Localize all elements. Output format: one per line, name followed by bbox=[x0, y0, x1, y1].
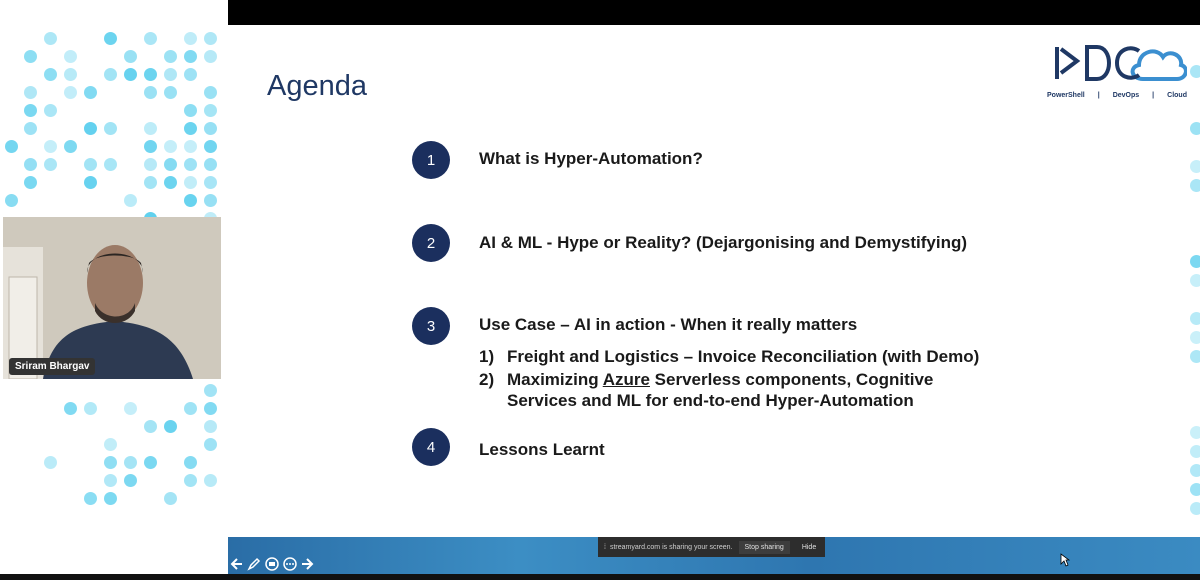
decorative-dot bbox=[204, 384, 217, 397]
subitem-marker: 1) bbox=[479, 347, 495, 366]
decorative-dot bbox=[1190, 122, 1200, 135]
decorative-dot bbox=[204, 122, 217, 135]
decorative-dot bbox=[184, 50, 197, 63]
pdc-logo-icon bbox=[1047, 31, 1187, 87]
decorative-dot bbox=[204, 50, 217, 63]
agenda-subitem-2-line2: Services and ML for end-to-end Hyper-Automation bbox=[507, 391, 914, 410]
decorative-dot bbox=[44, 104, 57, 117]
decorative-dot bbox=[144, 140, 157, 153]
screen-share-bar bbox=[598, 537, 825, 557]
decorative-dot bbox=[204, 438, 217, 451]
decorative-dot bbox=[104, 122, 117, 135]
decorative-dot bbox=[124, 474, 137, 487]
decorative-dot bbox=[1190, 179, 1200, 192]
decorative-dot bbox=[64, 86, 77, 99]
decorative-dot bbox=[144, 32, 157, 45]
decorative-dot bbox=[124, 50, 137, 63]
decorative-dot bbox=[164, 492, 177, 505]
decorative-dot bbox=[84, 492, 97, 505]
decorative-dot bbox=[104, 32, 117, 45]
decorative-dot bbox=[204, 194, 217, 207]
decorative-dot bbox=[84, 86, 97, 99]
decorative-dot bbox=[144, 176, 157, 189]
decorative-dot bbox=[204, 474, 217, 487]
logo-tag-cloud: Cloud bbox=[1167, 92, 1187, 99]
logo-tag-devops: DevOps bbox=[1112, 92, 1140, 99]
decorative-dot bbox=[64, 140, 77, 153]
decorative-dot bbox=[204, 104, 217, 117]
decorative-dot bbox=[104, 438, 117, 451]
decorative-dot bbox=[44, 32, 57, 45]
decorative-dot bbox=[124, 456, 137, 469]
decorative-dot bbox=[204, 32, 217, 45]
pdc-logo bbox=[1047, 31, 1187, 101]
slide bbox=[228, 25, 1187, 537]
decorative-dot bbox=[1190, 350, 1200, 363]
bottom-black-bar bbox=[0, 574, 1200, 580]
decorative-dot bbox=[64, 50, 77, 63]
decorative-dot bbox=[104, 68, 117, 81]
subitem-text: Serverless components, Cognitive bbox=[649, 370, 934, 389]
agenda-item-4: Lessons Learnt bbox=[479, 440, 605, 459]
slide-title: Agenda bbox=[267, 70, 367, 102]
decorative-dot bbox=[184, 402, 197, 415]
decorative-dot bbox=[104, 492, 117, 505]
decorative-dot bbox=[184, 158, 197, 171]
logo-separator: | bbox=[1152, 92, 1155, 99]
decorative-dot bbox=[124, 402, 137, 415]
agenda-subitem-1 bbox=[479, 346, 979, 367]
decorative-dot bbox=[104, 456, 117, 469]
agenda-number-1: 1 bbox=[412, 141, 450, 179]
decorative-dot bbox=[5, 194, 18, 207]
decorative-dot bbox=[1190, 160, 1200, 173]
decorative-dot bbox=[184, 474, 197, 487]
decorative-dot bbox=[1190, 445, 1200, 458]
decorative-dot bbox=[164, 176, 177, 189]
decorative-dot bbox=[124, 194, 137, 207]
hide-button[interactable]: Hide bbox=[801, 543, 817, 551]
logo-separator: | bbox=[1097, 92, 1100, 99]
decorative-dot bbox=[144, 158, 157, 171]
decorative-dot bbox=[44, 68, 57, 81]
decorative-dot bbox=[24, 122, 37, 135]
decorative-dot bbox=[144, 68, 157, 81]
decorative-dot bbox=[24, 158, 37, 171]
top-bar bbox=[228, 0, 1200, 25]
decorative-dot bbox=[184, 122, 197, 135]
decorative-dot bbox=[184, 176, 197, 189]
decorative-dot bbox=[164, 68, 177, 81]
arrow-right-icon[interactable] bbox=[299, 556, 314, 571]
person-image bbox=[3, 217, 221, 379]
decorative-dot bbox=[184, 32, 197, 45]
share-message: streamyard.com is sharing your screen. bbox=[609, 543, 733, 551]
decorative-dot bbox=[164, 50, 177, 63]
decorative-dot bbox=[24, 104, 37, 117]
agenda-item-3: Use Case – AI in action - When it really matters bbox=[479, 315, 858, 334]
subitem-text: Freight and Logistics – Invoice Reconciliation (with Demo) bbox=[507, 347, 980, 366]
decorative-dot bbox=[1190, 464, 1200, 477]
decorative-dot bbox=[44, 140, 57, 153]
decorative-dot bbox=[44, 456, 57, 469]
decorative-dot bbox=[24, 176, 37, 189]
decorative-dot bbox=[1190, 274, 1200, 287]
decorative-dot bbox=[124, 68, 137, 81]
decorative-dot bbox=[1190, 255, 1200, 268]
decorative-dot bbox=[184, 140, 197, 153]
decorative-dot bbox=[164, 86, 177, 99]
stop-sharing-button[interactable]: Stop sharing bbox=[739, 541, 790, 554]
agenda-number-4: 4 bbox=[412, 428, 450, 466]
participant-name: Sriram Bhargav bbox=[9, 358, 95, 375]
decorative-dot bbox=[184, 194, 197, 207]
decorative-dot bbox=[1190, 312, 1200, 325]
decorative-dot bbox=[204, 140, 217, 153]
decorative-dot bbox=[164, 140, 177, 153]
decorative-dot bbox=[204, 158, 217, 171]
arrow-left-icon[interactable] bbox=[229, 556, 244, 571]
logo-tag-powershell: PowerShell bbox=[1047, 92, 1085, 99]
decorative-dot bbox=[164, 420, 177, 433]
decorative-dot bbox=[184, 456, 197, 469]
agenda-number-2: 2 bbox=[412, 224, 450, 262]
decorative-dot bbox=[104, 474, 117, 487]
decorative-dot bbox=[1190, 65, 1200, 78]
mouse-cursor-icon bbox=[1060, 553, 1070, 572]
agenda-item-1: What is Hyper-Automation? bbox=[479, 149, 703, 168]
decorative-dot bbox=[144, 122, 157, 135]
decorative-dot bbox=[84, 158, 97, 171]
decorative-dot bbox=[1190, 331, 1200, 344]
more-icon[interactable] bbox=[282, 556, 297, 571]
camera-feed bbox=[3, 217, 221, 379]
right-decorative-strip bbox=[1187, 25, 1200, 537]
decorative-dot bbox=[5, 140, 18, 153]
subitem-marker: 2) bbox=[479, 370, 495, 389]
decorative-dot bbox=[144, 420, 157, 433]
decorative-dot bbox=[24, 50, 37, 63]
agenda-item-2: AI & ML - Hype or Reality? (Dejargonising and Demystifying) bbox=[479, 233, 968, 252]
decorative-dot bbox=[84, 402, 97, 415]
decorative-dot bbox=[144, 86, 157, 99]
decorative-dot bbox=[64, 68, 77, 81]
decorative-dot bbox=[44, 158, 57, 171]
decorative-dot bbox=[1190, 426, 1200, 439]
decorative-dot bbox=[204, 420, 217, 433]
decorative-dot bbox=[24, 86, 37, 99]
decorative-dot bbox=[84, 176, 97, 189]
agenda-subitem-2 bbox=[479, 369, 933, 390]
decorative-dot bbox=[1190, 483, 1200, 496]
decorative-dot bbox=[104, 158, 117, 171]
agenda-number-3: 3 bbox=[412, 307, 450, 345]
decorative-dot bbox=[184, 68, 197, 81]
decorative-dot bbox=[1190, 502, 1200, 515]
decorative-dot bbox=[164, 158, 177, 171]
subitem-text: Maximizing bbox=[507, 370, 603, 389]
slides-icon[interactable] bbox=[264, 556, 279, 571]
decorative-dot bbox=[204, 176, 217, 189]
decorative-dot bbox=[204, 86, 217, 99]
decorative-dot bbox=[144, 456, 157, 469]
decorative-dot bbox=[84, 122, 97, 135]
azure-link[interactable]: Azure bbox=[602, 370, 650, 389]
decorative-dot bbox=[184, 104, 197, 117]
decorative-dot bbox=[64, 402, 77, 415]
drag-handle-icon[interactable]: ⁞ bbox=[604, 543, 606, 551]
logo-tagline bbox=[1047, 92, 1187, 99]
decorative-dot bbox=[204, 402, 217, 415]
pen-icon[interactable] bbox=[246, 556, 261, 571]
